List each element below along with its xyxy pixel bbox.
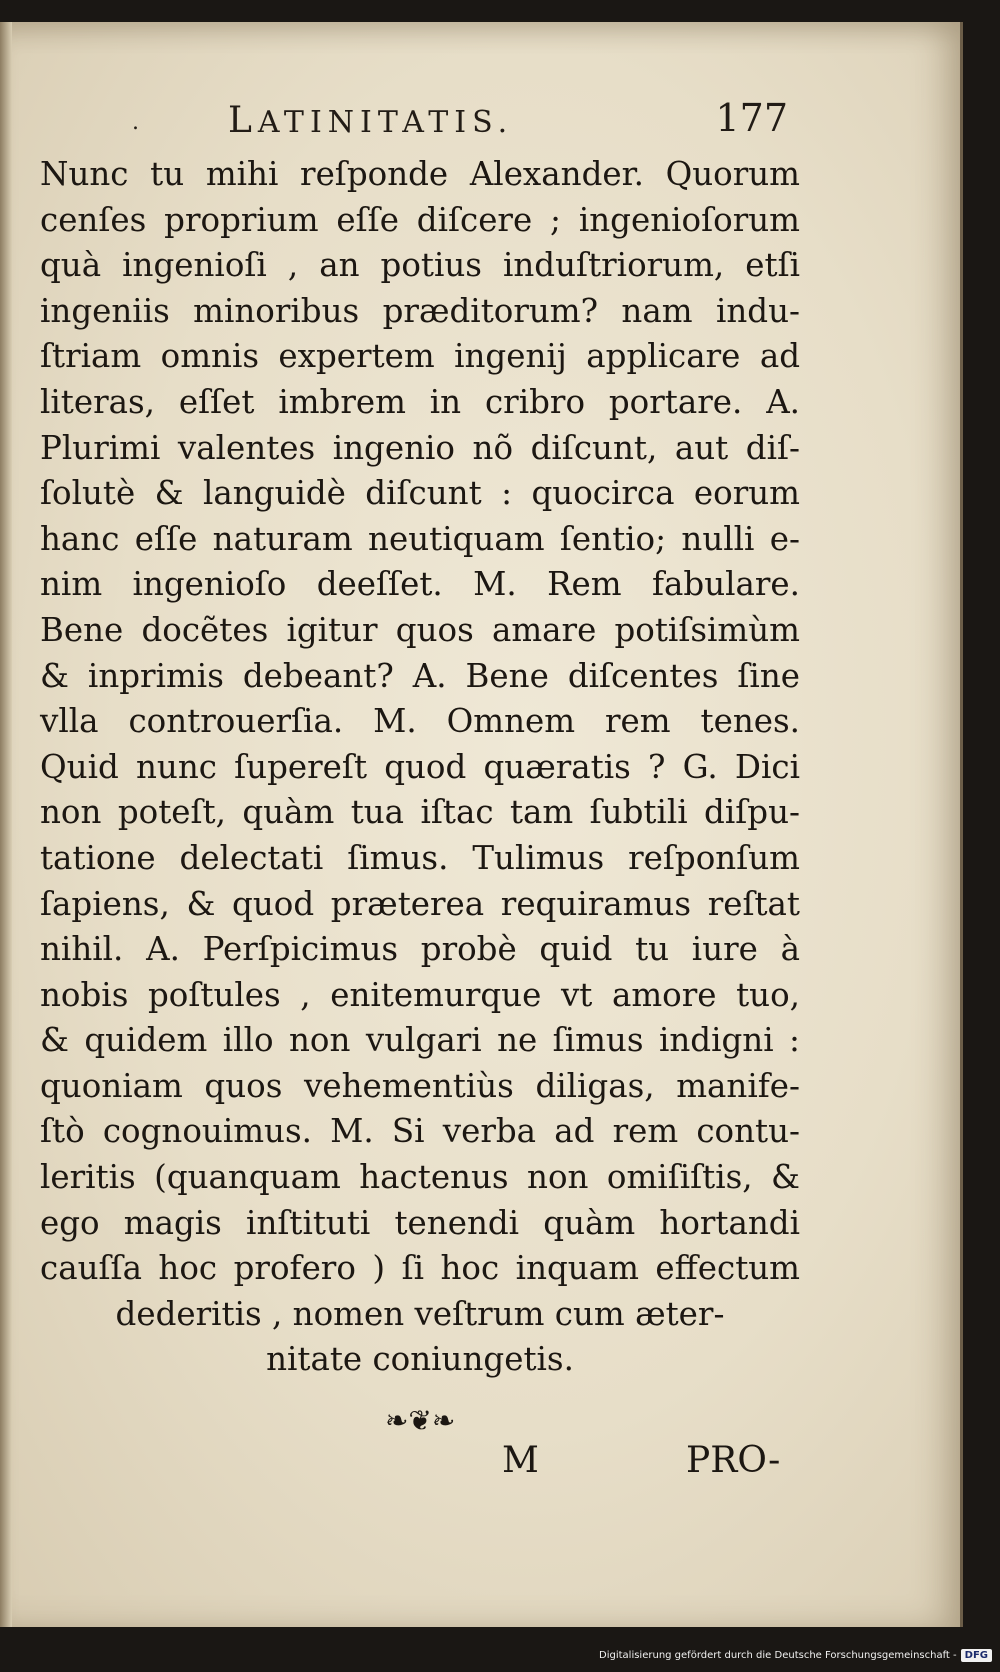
- text-line: nitate coniungetis.: [266, 1340, 574, 1379]
- fleuron-ornament-icon: ❧❦❧: [385, 1404, 456, 1437]
- signature-mark: M: [502, 1440, 539, 1481]
- text-line: ſtò cognouimus. M. Si verba ad rem contu-: [40, 1112, 800, 1151]
- footer-text: Digitalisierung gefördert durch die Deutsche Forschungsgemeinschaft -: [599, 1649, 957, 1661]
- text-line: ſapiens, & quod præterea requiramus reſtat: [40, 884, 800, 923]
- text-line: cenſes proprium eſſe diſcere ; ingenioſorum: [40, 200, 800, 239]
- digitization-footer: [599, 1644, 992, 1666]
- text-line: nihil. A. Perſpicimus probè quid tu iure à: [40, 930, 800, 969]
- text-line: nobis poſtules , enitemurque vt amore tuo,: [40, 975, 800, 1014]
- page-header: [118, 96, 798, 146]
- running-title: LATINITATIS.: [228, 100, 514, 141]
- text-line: Quid nunc ſupereſt quod quæratis ? G. Dici: [40, 747, 800, 786]
- text-line: non poteſt, quàm tua iſtac tam ſubtili diſpu-: [40, 793, 800, 832]
- text-line: vlla controuerſia. M. Omnem rem tenes.: [40, 702, 800, 741]
- header-dot: .: [132, 110, 139, 135]
- text-line: dederitis , nomen veſtrum cum æter-: [115, 1294, 725, 1333]
- text-line: Bene docẽtes igitur quos amare potiſsimùm: [40, 610, 800, 649]
- text-line: quà ingenioſi , an potius induſtriorum, etſi: [40, 246, 800, 285]
- text-line: ego magis inſtituti tenendi quàm hortandi: [40, 1203, 800, 1242]
- text-line: ſtriam omnis expertem ingenij applicare ad: [40, 337, 800, 376]
- text-line: literas, eſſet imbrem in cribro portare. A.: [40, 382, 800, 421]
- text-line: Plurimi valentes ingenio nõ diſcunt, aut diſ-: [40, 428, 800, 467]
- text-line: quoniam quos vehementiùs diligas, manife-: [40, 1066, 800, 1105]
- page-gutter: [0, 22, 12, 1627]
- text-line: tatione delectati ſimus. Tulimus reſponſum: [40, 838, 800, 877]
- page-number: 177: [715, 96, 788, 140]
- text-line: hanc eſſe naturam neutiquam ſentio; nulli e-: [40, 519, 800, 558]
- catchword: PRO-: [686, 1440, 781, 1481]
- text-line: cauſſa hoc profero ) ſi hoc inquam effectum: [40, 1249, 800, 1288]
- text-line: ingeniis minoribus præditorum? nam indu-: [40, 291, 800, 330]
- text-line: leritis (quanquam hactenus non omiſiſtis, &: [40, 1158, 800, 1197]
- text-line: nim ingenioſo deeſſet. M. Rem fabulare.: [40, 565, 800, 604]
- text-line: & inprimis debeant? A. Bene diſcentes ſine: [40, 656, 800, 695]
- dfg-logo-icon: DFG: [961, 1649, 992, 1662]
- body-text: [40, 152, 800, 1383]
- text-line: & quidem illo non vulgari ne ſimus indigni :: [40, 1021, 800, 1060]
- text-line: Nunc tu mihi reſponde Alexander. Quorum: [40, 155, 800, 193]
- text-line: ſolutè & languidè diſcunt : quocirca eorum: [40, 474, 800, 513]
